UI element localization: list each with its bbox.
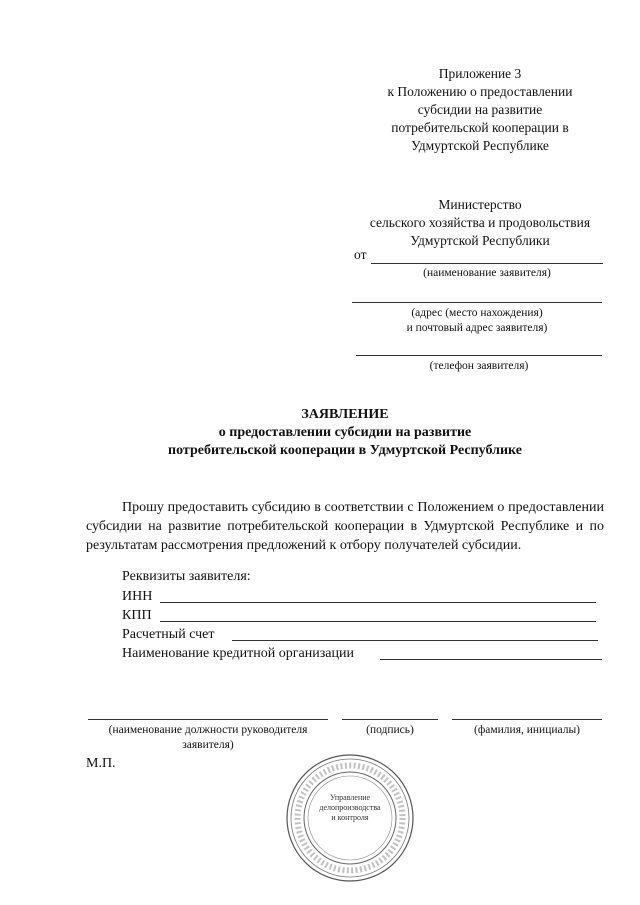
appendix-header [360,65,600,155]
appendix-line-2: к Положению о предоставлении [387,84,573,99]
name-line[interactable] [452,719,602,720]
position-caption-1: (наименование должности руководителя [108,724,308,736]
bank-label: Наименование кредитной организации [122,646,354,661]
account-label: Расчетный счет [122,627,215,642]
stamp-line-3: и контроля [331,813,369,822]
official-stamp [284,752,416,884]
seal-place-label: М.П. [86,756,116,771]
appendix-line-4: потребительской кооперации в [391,120,569,135]
position-caption-2: заявителя) [182,739,234,751]
addressee-line-1: Министерство [438,197,522,212]
kpp-field[interactable] [160,621,596,622]
document-title [100,406,590,460]
applicant-phone-line[interactable] [356,355,602,356]
kpp-label: КПП [122,608,152,623]
requisites-heading: Реквизиты заявителя: [122,569,251,584]
stamp-line-1: Управление [329,793,371,802]
stamp-text [304,793,396,823]
stamp-line-2: делопроизводства [319,803,381,812]
bank-field[interactable] [380,659,602,660]
phone-caption: (телефон заявителя) [429,360,529,372]
account-field[interactable] [232,640,598,641]
appendix-line-5: Удмуртской Республике [411,138,549,153]
from-label: от [354,247,367,262]
inn-field[interactable] [160,602,596,603]
applicant-name-line[interactable] [371,263,603,264]
name-caption: (фамилия, инициалы) [473,724,581,736]
address-caption-1: (адрес (место нахождения) [411,307,543,319]
address-caption-2: и почтовый адрес заявителя) [406,322,548,334]
appendix-line-1: Приложение 3 [438,66,522,81]
title-line-1: ЗАЯВЛЕНИЕ [301,407,389,422]
sign-caption: (подпись) [366,724,414,736]
addressee-line-3: Удмуртской Республики [410,233,550,248]
title-line-2: о предоставлении субсидии на развитие [218,425,472,440]
request-paragraph: Прошу предоставить субсидию в соответствии с Положением о предоставлении субсидии на развитие потребительской кооперации в Удмуртской Республике и по результатам рассмотрения предложений к отбору получателей субсидии. [86,500,604,553]
inn-label: ИНН [122,589,153,604]
position-line[interactable] [88,719,328,720]
addressee-line-2: сельского хозяйства и продовольствия [369,215,591,230]
request-body [86,498,604,555]
addressee-block [350,196,610,250]
signature-line[interactable] [342,719,438,720]
title-line-3: потребительской кооперации в Удмуртской Республике [168,443,522,458]
applicant-name-caption: (наименование заявителя) [423,267,551,279]
appendix-line-3: субсидии на развитие [417,102,543,117]
applicant-address-line[interactable] [352,302,602,303]
